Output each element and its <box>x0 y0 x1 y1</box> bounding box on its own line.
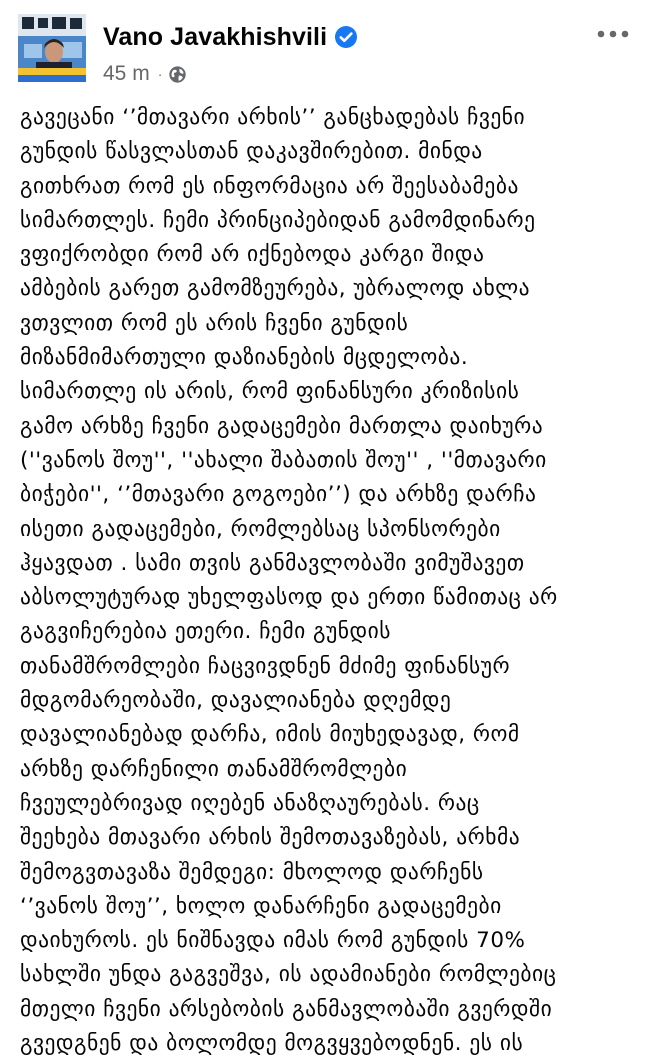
post-text-line: ისეთი გადაცემები, რომლებსაც სპონსორები <box>20 516 501 542</box>
author-row <box>103 22 358 52</box>
post-text-line: ვფიქრობდი რომ არ იქნებოდა კარგი შიდა <box>20 242 485 268</box>
author-avatar[interactable] <box>18 14 86 82</box>
post-text-line: დაიხუროს. ეს ნიშნავდა იმას რომ გუნდის 70% <box>20 928 526 954</box>
author-name[interactable]: Vano Javakhishvili <box>103 22 328 51</box>
post-text-line: გაგვიჩერებია ეთერი. ჩემი გუნდის <box>20 619 391 645</box>
post-text-line: (''ვანოს შოუ'', ''ახალი შაბათის შოუ'' , ''მთავარი <box>20 447 547 473</box>
post-text-line: ბიჭები'', ‘’მთავარი გოგოები’’) და არხზე დარჩა <box>20 482 537 508</box>
post-text-line: გამო არხზე ჩვენი გადაცემები მართლა დაიხურა <box>20 413 544 439</box>
globe-icon[interactable] <box>168 65 187 84</box>
post-text-line: შეეხება მთავარი არხის შემოთავაზებას, არხმა <box>20 825 521 851</box>
post-timestamp[interactable]: 45 m <box>103 62 150 85</box>
post-text-line: მდგომარეობაში, დავალიანება დღემდე <box>20 688 452 714</box>
post-text-line: გუნდის წასვლასთან დაკავშირებით. მინდა <box>20 139 483 165</box>
post-text-line: ‘’ვანოს შოუ’’, ხოლო დანარჩენი გადაცემები <box>20 893 502 919</box>
profile-photo-icon <box>18 14 86 82</box>
post-text-line: სახლში უნდა გაგვეშვა, ის ადამიანები რომლებიც <box>20 962 557 988</box>
post-text-line: თანამშრომლები ჩაცვივდნენ მძიმე ფინანსურ <box>20 653 511 679</box>
post-text-line: დავალიანებად დარჩა, იმის მიუხედავად, რომ <box>20 722 520 748</box>
post-body <box>20 101 642 1061</box>
meta-separator: · <box>157 66 163 82</box>
post-header <box>0 0 647 100</box>
post-text-line: გავეცანი ‘’მთავარი არხის’’ განცხადებას ჩვენი <box>20 105 526 130</box>
post-text-line: შემოგვთავაზა შემდეგი: მხოლოდ დარჩენს <box>20 859 484 885</box>
post-text-line: მთელი ჩვენი არსებობის განმავლობაში გვერდში <box>20 996 553 1022</box>
post-text-line: არხზე დარჩენილი თანამშრომლები <box>20 756 408 782</box>
post-meta <box>103 61 187 87</box>
post-text-line: სიმართლეს. ჩემი პრინციპებიდან გამომდინარე <box>20 207 536 233</box>
more-horizontal-icon[interactable] <box>596 26 630 42</box>
post-text-line: ჰყავდათ . სამი თვის განმავლობაში ვიმუშავეთ <box>20 550 525 576</box>
post-text-line: ჩვეულებრივად იღებენ ანაზღაურებას. რაც <box>20 790 480 816</box>
post-text-line: აბსოლუტურად უხელფასოდ და ერთი წამითაც არ <box>20 585 558 611</box>
post-text-line: ამბების გარეთ გამომზეურება, უბრალოდ ახლა <box>20 276 530 302</box>
post-text-line: გითხრათ რომ ეს ინფორმაცია არ შეესაბამება <box>20 173 519 199</box>
post-text-line: ვთვლით რომ ეს არის ჩვენი გუნდის <box>20 310 409 336</box>
post-text-line: გვედგნენ და ბოლომდე მოგვყვებოდნენ. ეს ის <box>20 1031 524 1057</box>
post-text-line: მიზანმიმართული დაზიანების მცდელობა. <box>20 345 469 371</box>
verified-badge-icon <box>334 25 358 49</box>
post-text-line: სიმართლე ის არის, რომ ფინანსური კრიზისის <box>20 379 520 405</box>
